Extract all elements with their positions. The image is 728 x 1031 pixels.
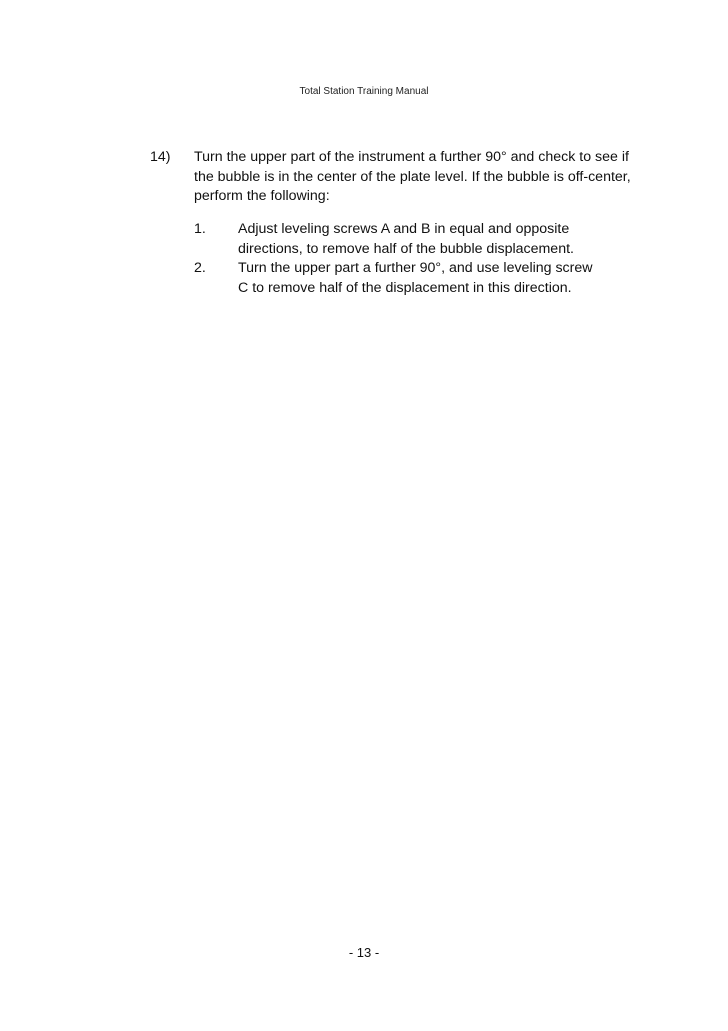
step-number: 14) <box>150 149 171 165</box>
substep-text: Turn the upper part a further 90°, and use leveling screw C to remove half of the displacement in this direction. <box>238 260 593 296</box>
substep-text: Adjust leveling screws A and B in equal and opposite directions, to remove half of the bubble displacement. <box>238 221 574 257</box>
page-number: - 13 - <box>348 945 380 960</box>
substep-item-2 <box>194 259 594 298</box>
step-text: Turn the upper part of the instrument a further 90° and check to see if the bubble is in the center of the plate level. If the bubble is off-center, perform the following: <box>194 149 631 204</box>
substep-item-1 <box>194 220 594 259</box>
running-header: Total Station Training Manual <box>299 86 429 97</box>
substep-number: 1. <box>194 221 206 237</box>
substep-number: 2. <box>194 260 206 276</box>
substep-list <box>194 220 594 298</box>
